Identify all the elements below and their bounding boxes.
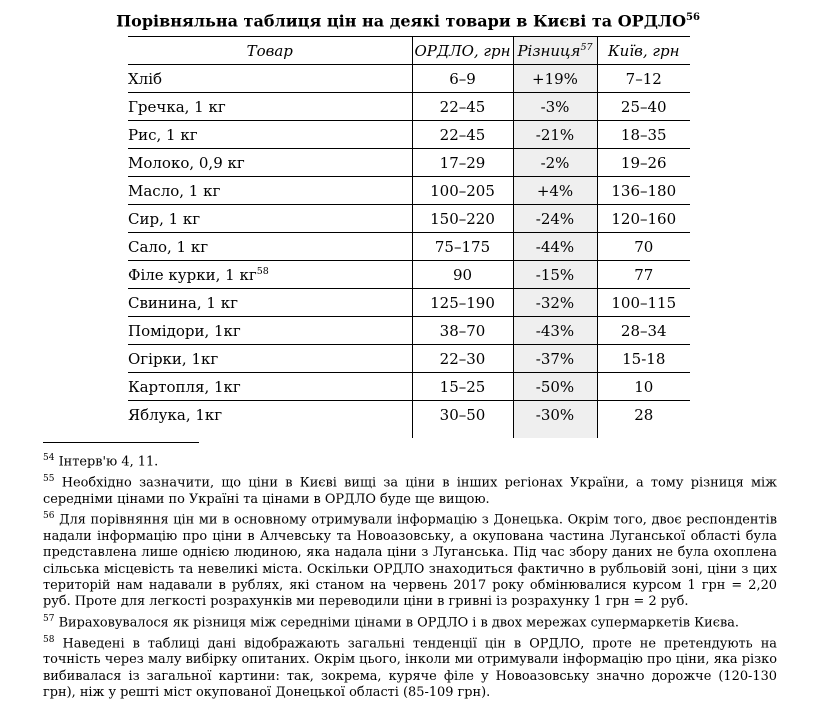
table-row (128, 345, 690, 373)
phantom-cell (412, 428, 513, 438)
table-row (128, 205, 690, 233)
diff-cell: -50% (513, 373, 597, 401)
product-cell: Сало, 1 кг (128, 233, 412, 261)
kyiv-price-cell: 7–12 (597, 65, 690, 93)
diff-cell: -43% (513, 317, 597, 345)
ordlo-price-cell: 90 (412, 261, 513, 289)
kyiv-price-cell: 18–35 (597, 121, 690, 149)
product-cell: Свинина, 1 кг (128, 289, 412, 317)
footnote-number: 58 (43, 634, 55, 645)
product-cell: Масло, 1 кг (128, 177, 412, 205)
price-comparison-table (128, 36, 690, 438)
product-cell: Рис, 1 кг (128, 121, 412, 149)
footnote-text: Необхідно зазначити, що ціни в Києві вищі за ціни в інших регіонах України, а тому різниця між середніми цінами по Україні та цінами в ОРДЛО буде ще вищою. (43, 475, 777, 507)
product-cell: Картопля, 1кг (128, 373, 412, 401)
product-cell: Помідори, 1кг (128, 317, 412, 345)
footnote-57 (43, 611, 777, 632)
ordlo-price-cell: 150–220 (412, 205, 513, 233)
page-title-text: Порівняльна таблиця цін на деякі товари в Києві та ОРДЛО (116, 11, 686, 31)
footnotes-section (43, 442, 777, 701)
footnote-56 (43, 508, 777, 611)
ordlo-price-cell: 22–45 (412, 121, 513, 149)
kyiv-price-cell: 10 (597, 373, 690, 401)
kyiv-price-cell: 136–180 (597, 177, 690, 205)
product-label: Філе курки, 1 кг (128, 265, 257, 284)
table-header-row (128, 37, 690, 65)
table-row (128, 121, 690, 149)
product-cell: Сир, 1 кг (128, 205, 412, 233)
title-footnote-ref: 56 (686, 12, 700, 23)
footnote-54 (43, 450, 777, 471)
table-row (128, 317, 690, 345)
diff-cell: -44% (513, 233, 597, 261)
diff-cell: -24% (513, 205, 597, 233)
ordlo-price-cell: 38–70 (412, 317, 513, 345)
diff-footnote-ref: 57 (580, 41, 593, 53)
footnote-55 (43, 471, 777, 508)
footnote-number: 55 (43, 474, 55, 485)
column-header-diff-label: Різниця (517, 41, 581, 60)
diff-cell: -21% (513, 121, 597, 149)
footnote-number: 54 (43, 453, 55, 464)
footnote-text: Інтерв'ю 4, 11. (58, 454, 159, 470)
kyiv-price-cell: 70 (597, 233, 690, 261)
phantom-cell (597, 428, 690, 438)
diff-cell: -3% (513, 93, 597, 121)
ordlo-price-cell: 22–30 (412, 345, 513, 373)
diff-cell: -2% (513, 149, 597, 177)
diff-cell: -30% (513, 401, 597, 429)
kyiv-price-cell: 25–40 (597, 93, 690, 121)
ordlo-price-cell: 75–175 (412, 233, 513, 261)
ordlo-price-cell: 15–25 (412, 373, 513, 401)
table-row (128, 177, 690, 205)
product-cell (128, 261, 412, 289)
footnote-separator-rule (43, 442, 199, 443)
column-header-ordlo: ОРДЛО, грн (412, 37, 513, 65)
kyiv-price-cell: 77 (597, 261, 690, 289)
footnote-text: Наведені в таблиці дані відображають загальні тенденції цін в ОРДЛО, проте не претендують на точність через малу вибірку опитаних. Окрім цього, інколи ми отримували інформацію про ціни, яка різко вибивалася із загальної картини: так, зокрема, куряче філе у Новоазовську значно дорожче (120-130 грн), ніж у решті міст окупованої Донецької області (85-109 грн). (43, 635, 777, 701)
ordlo-price-cell: 17–29 (412, 149, 513, 177)
phantom-cell (128, 428, 412, 438)
ordlo-price-cell: 125–190 (412, 289, 513, 317)
kyiv-price-cell: 100–115 (597, 289, 690, 317)
table-row (128, 289, 690, 317)
kyiv-price-cell: 28–34 (597, 317, 690, 345)
footnote-number: 56 (43, 511, 55, 522)
ordlo-price-cell: 100–205 (412, 177, 513, 205)
kyiv-price-cell: 28 (597, 401, 690, 429)
table-row (128, 93, 690, 121)
diff-cell: +19% (513, 65, 597, 93)
diff-cell: +4% (513, 177, 597, 205)
footnote-text: Вираховувалося як різниця між середніми цінами в ОРДЛО і в двох мережах супермаркетів Києва. (58, 615, 739, 631)
diff-cell: -32% (513, 289, 597, 317)
column-header-kyiv: Київ, грн (597, 37, 690, 65)
product-cell: Гречка, 1 кг (128, 93, 412, 121)
table-row (128, 149, 690, 177)
column-header-diff (513, 37, 597, 65)
table-row (128, 401, 690, 429)
diff-cell: -37% (513, 345, 597, 373)
footnote-58 (43, 632, 777, 702)
page-title (0, 0, 816, 29)
ordlo-price-cell: 30–50 (412, 401, 513, 429)
product-cell: Хліб (128, 65, 412, 93)
ordlo-price-cell: 22–45 (412, 93, 513, 121)
table-row (128, 261, 690, 289)
kyiv-price-cell: 120–160 (597, 205, 690, 233)
phantom-cell (513, 428, 597, 438)
product-footnote-ref: 58 (256, 265, 269, 277)
footnote-number: 57 (43, 613, 55, 624)
footnote-text: Для порівняння цін ми в основному отримували інформацію з Донецька. Окрім того, двоє респондентів надали інформацію про ціни в Алчевську та Новоазовську, а окупована частина Луганської області була представлена лише однією людиною, яка надала ціни з Луганська. Під час збору даних не була охоплена сільська місцевість та невеликі міста. Оскільки ОРДЛО знаходиться фактично в рубльовій зоні, ціни з цих територій нам надавали в рублях, які станом на червень 2017 року обмінювалися курсом 1 грн = 2,20 руб. Проте для легкості розрахунків ми переводили ціни в гривні із розрахунку 1 грн = 2 руб. (43, 512, 777, 610)
table-rule-extension (128, 428, 690, 438)
table-row (128, 65, 690, 93)
kyiv-price-cell: 15-18 (597, 345, 690, 373)
product-cell: Огірки, 1кг (128, 345, 412, 373)
table-row (128, 373, 690, 401)
product-cell: Яблука, 1кг (128, 405, 223, 424)
product-cell: Молоко, 0,9 кг (128, 149, 412, 177)
column-header-product: Товар (128, 37, 412, 65)
table-row (128, 233, 690, 261)
ordlo-price-cell: 6–9 (412, 65, 513, 93)
diff-cell: -15% (513, 261, 597, 289)
kyiv-price-cell: 19–26 (597, 149, 690, 177)
